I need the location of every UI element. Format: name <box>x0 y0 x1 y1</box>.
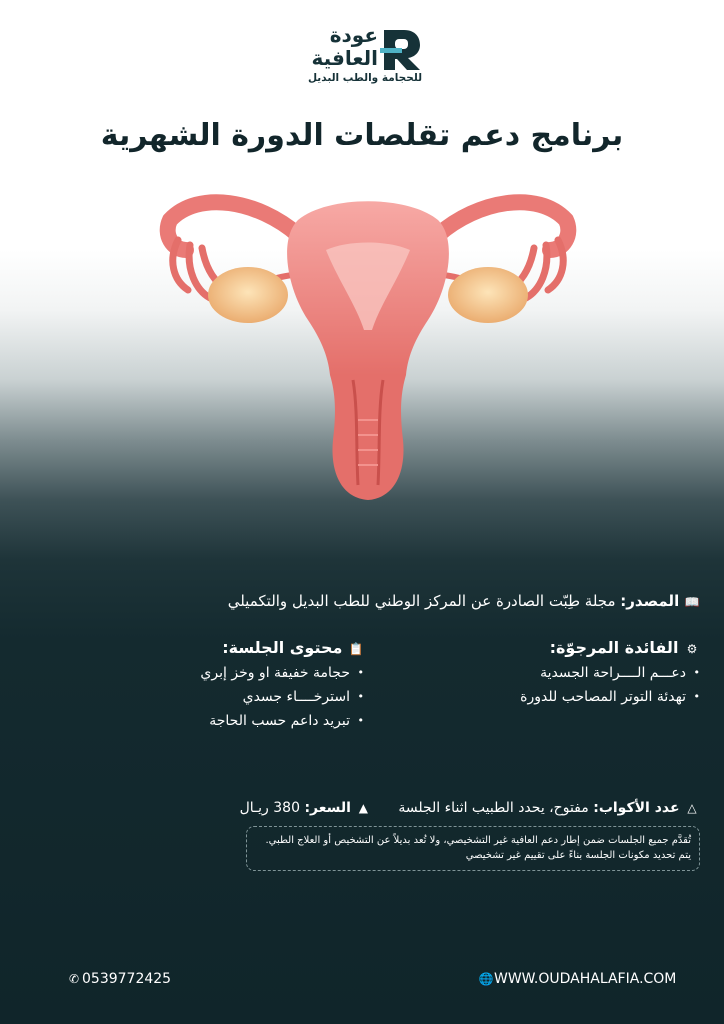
list-item: • تهدئة التوتر المصاحب للدورة <box>440 689 700 705</box>
price-label: السعر: <box>304 800 351 816</box>
page-title: برنامج دعم تقلصات الدورة الشهرية <box>100 118 624 153</box>
list-item: • تبريد داعم حسب الحاجة <box>144 713 364 729</box>
list-item: • حجامة خفيفة او وخز إبري <box>144 665 364 681</box>
source-label: المصدر: <box>620 592 680 610</box>
source-line <box>100 592 700 610</box>
uterus-illustration <box>158 180 578 510</box>
benefit-heading-text: الفائدة المرجوّة: <box>549 638 679 657</box>
benefit-list <box>440 665 700 705</box>
price-text: 380 ريـال <box>239 800 300 816</box>
disclaimer-line2: يتم تحديد مكونات الجلسة بناءً على تقييم غير تشخيصي <box>465 850 691 861</box>
website-link[interactable] <box>478 971 676 987</box>
session-list <box>144 665 364 729</box>
brand-name-line1: عودة <box>329 23 378 47</box>
cups-text: مفتوح، يحدد الطبيب اثناء الجلسة <box>398 800 589 816</box>
cupping-icon: △ <box>687 801 697 815</box>
brain-icon: ⚙ <box>686 641 698 656</box>
brand-name <box>298 24 378 70</box>
book-icon: 📖 <box>684 594 700 609</box>
phone-text: 0539772425 <box>82 971 172 987</box>
cups-label: عدد الأكواب: <box>593 800 680 816</box>
bottle-icon: ▲ <box>358 801 369 815</box>
brand-name-line2: العافية <box>311 46 378 70</box>
benefit-heading <box>440 638 700 657</box>
session-heading-text: محتوى الجلسة: <box>222 638 343 657</box>
list-item: • دعـــم الــــراحة الجسدية <box>440 665 700 681</box>
website-text: WWW.OUDAHALAFIA.COM <box>494 971 677 987</box>
disclaimer-box <box>246 826 700 871</box>
session-heading <box>144 638 364 657</box>
brand-logo <box>300 24 430 92</box>
benefit-section <box>440 638 700 713</box>
phone-link[interactable] <box>66 971 171 987</box>
globe-icon: 🌐 <box>478 972 494 986</box>
session-section <box>144 638 364 737</box>
phone-icon: ✆ <box>68 972 80 986</box>
brand-tagline: للحجامة والطب البديل <box>307 72 423 84</box>
cups-price-row <box>140 800 700 816</box>
list-item: • استرخــــاء جسدي <box>144 689 364 705</box>
source-text: مجلة طِبّت الصادرة عن المركز الوطني للطب البديل والتكميلي <box>227 592 616 610</box>
brand-r-mark <box>380 28 422 72</box>
clipboard-icon: 📋 <box>348 641 364 656</box>
disclaimer-line1: تُقدَّم جميع الجلسات ضمن إطار دعم العافية غير التشخيصي، ولا تُعد بديلاً عن التشخيص أو العلاج الطبي. <box>265 835 691 846</box>
